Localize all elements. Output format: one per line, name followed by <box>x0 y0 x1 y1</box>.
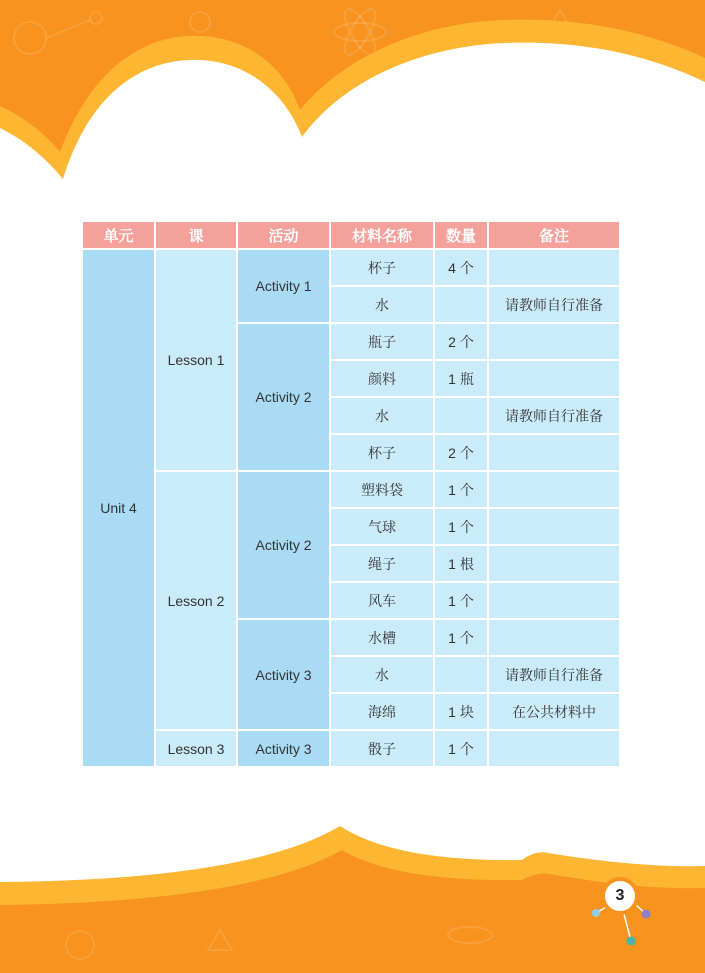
table-row <box>83 250 619 285</box>
material-name-cell: 气球 <box>331 509 433 544</box>
material-name-cell: 风车 <box>331 583 433 618</box>
materials-table <box>81 220 621 768</box>
note-cell <box>489 509 619 544</box>
header-cell-activity: 活动 <box>238 222 329 248</box>
activity-cell: Activity 3 <box>238 620 329 729</box>
page-number: 3 <box>615 887 625 904</box>
material-name-cell: 塑料袋 <box>331 472 433 507</box>
header-cell-note: 备注 <box>489 222 619 248</box>
quantity-cell: 2 个 <box>435 324 487 359</box>
material-name-cell: 水 <box>331 398 433 433</box>
header-cell-lesson: 课 <box>156 222 236 248</box>
note-cell <box>489 546 619 581</box>
quantity-cell: 1 个 <box>435 472 487 507</box>
note-cell: 请教师自行准备 <box>489 657 619 692</box>
activity-cell: Activity 3 <box>238 731 329 766</box>
top-cloud-decoration <box>0 0 705 201</box>
material-name-cell: 瓶子 <box>331 324 433 359</box>
material-name-cell: 水 <box>331 287 433 322</box>
header-row <box>83 222 619 248</box>
note-cell <box>489 435 619 470</box>
quantity-cell: 1 根 <box>435 546 487 581</box>
quantity-cell: 1 个 <box>435 583 487 618</box>
material-name-cell: 杯子 <box>331 435 433 470</box>
quantity-cell: 1 个 <box>435 620 487 655</box>
material-name-cell: 水 <box>331 657 433 692</box>
note-cell: 请教师自行准备 <box>489 398 619 433</box>
note-cell <box>489 583 619 618</box>
quantity-cell: 1 块 <box>435 694 487 729</box>
page-number-badge <box>601 877 639 915</box>
lesson-cell: Lesson 3 <box>156 731 236 766</box>
material-name-cell: 杯子 <box>331 250 433 285</box>
quantity-cell: 1 个 <box>435 509 487 544</box>
table-row <box>83 731 619 766</box>
material-name-cell: 绳子 <box>331 546 433 581</box>
note-cell <box>489 620 619 655</box>
note-cell <box>489 731 619 766</box>
header-cell-quantity: 数量 <box>435 222 487 248</box>
material-name-cell: 海绵 <box>331 694 433 729</box>
note-cell <box>489 324 619 359</box>
material-name-cell: 颜料 <box>331 361 433 396</box>
activity-cell: Activity 1 <box>238 250 329 322</box>
unit-cell: Unit 4 <box>83 250 154 766</box>
activity-cell: Activity 2 <box>238 472 329 618</box>
note-cell <box>489 472 619 507</box>
quantity-cell <box>435 398 487 433</box>
quantity-cell: 4 个 <box>435 250 487 285</box>
lesson-cell: Lesson 1 <box>156 250 236 470</box>
quantity-cell: 1 个 <box>435 731 487 766</box>
note-cell: 请教师自行准备 <box>489 287 619 322</box>
table-row <box>83 472 619 507</box>
material-name-cell: 水槽 <box>331 620 433 655</box>
quantity-cell <box>435 287 487 322</box>
quantity-cell: 2 个 <box>435 435 487 470</box>
activity-cell: Activity 2 <box>238 324 329 470</box>
quantity-cell <box>435 657 487 692</box>
lesson-cell: Lesson 2 <box>156 472 236 729</box>
note-cell <box>489 250 619 285</box>
bottom-cloud-decoration <box>0 826 705 973</box>
table-body <box>83 250 619 766</box>
material-name-cell: 骰子 <box>331 731 433 766</box>
note-cell: 在公共材料中 <box>489 694 619 729</box>
header-cell-material-name: 材料名称 <box>331 222 433 248</box>
header-cell-unit: 单元 <box>83 222 154 248</box>
quantity-cell: 1 瓶 <box>435 361 487 396</box>
note-cell <box>489 361 619 396</box>
